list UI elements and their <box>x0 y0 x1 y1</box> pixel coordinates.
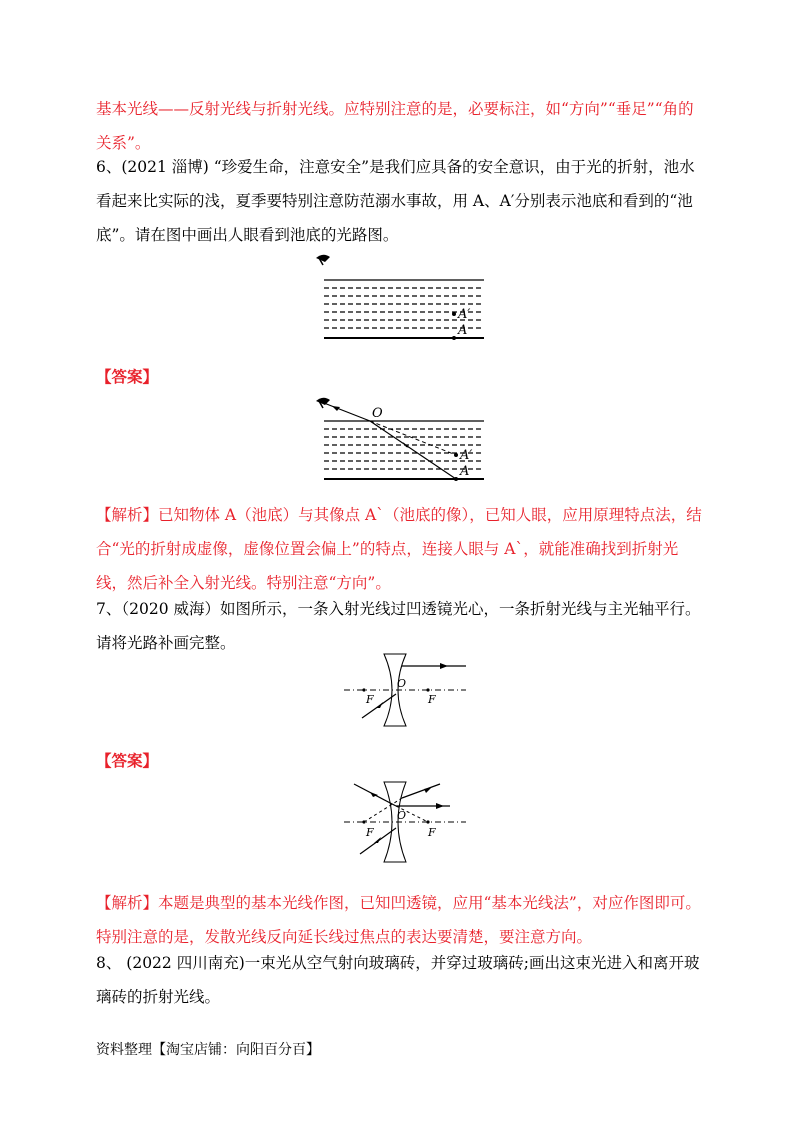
answer-6-label: 【答案】 <box>96 367 159 386</box>
focus-left-point <box>362 688 365 691</box>
label-a: A <box>460 464 470 479</box>
question-8: 8、 (2022 四川南充)一束光从空气射向玻璃砖，并穿过玻璃砖;画出这束光进入和离开玻璃砖的折射光线。 <box>96 954 700 1006</box>
label-a: A <box>458 323 468 338</box>
point-a-prime <box>452 312 456 316</box>
label-a-prime: A′ <box>458 307 471 322</box>
para-basic-rays: 基本光线——反射光线与折射光线。应特别注意的是，必要标注，如“方向”“垂足”“角的关系”。 <box>96 100 694 152</box>
focus-right-point <box>426 688 429 691</box>
label-o: O <box>397 677 407 690</box>
point-a <box>452 336 456 340</box>
analysis-7: 【解析】本题是典型的基本光线作图，已知凹透镜，应用“基本光线法”，对应作图即可。特别注意的是，发散光线反向延长线过焦点的表达要清楚，要注意方向。 <box>96 894 701 946</box>
label-f-right: F <box>428 693 436 706</box>
label-f-right: F <box>428 826 436 839</box>
figure-concave-lens-answer <box>340 778 470 866</box>
ray-arrow <box>440 663 448 669</box>
label-a-prime: A′ <box>460 448 473 463</box>
label-f-left: F <box>366 693 374 706</box>
figure-concave-lens-question <box>340 650 470 730</box>
question-7: 7、（2020 威海）如图所示，一条入射光线过凹透镜光心，一条折射光线与主光轴平行。请将光路补画完整。 <box>96 600 701 652</box>
point-a-prime <box>454 453 458 457</box>
focus-right-point <box>426 820 429 823</box>
point-a <box>454 477 458 481</box>
figure-pool-answer <box>310 395 490 490</box>
label-f-left: F <box>366 826 374 839</box>
eye-icon <box>316 255 330 265</box>
refracted-ray-air <box>324 403 370 421</box>
question-6: 6、(2021 淄博) “珍爱生命，注意安全”是我们应具备的安全意识，由于光的折射，池水看起来比实际的浅，夏季要特别注意防范溺水事故，用 A、A′分别表示池底和看到的“池底”。请在图中画出人眼看到池底的光路图。 <box>96 158 695 244</box>
eye-icon <box>316 398 330 408</box>
diverging-ray <box>402 784 440 798</box>
focus-left-point <box>362 820 365 823</box>
figure-pool-question <box>310 252 490 347</box>
answer-7-label: 【答案】 <box>96 751 159 770</box>
footer-source: 资料整理【淘宝店铺：向阳百分百】 <box>96 1042 320 1058</box>
ray-arrow <box>332 406 340 411</box>
analysis-6: 【解析】已知物体 A（池底）与其像点 A`（池底的像），已知人眼，应用原理特点法，结合“光的折射成虚像，虚像位置会偏上”的特点，连接人眼与 A`，就能准确找到折射光线，然后补全入射光线。特别注意“方向”。 <box>96 506 702 592</box>
label-o: O <box>372 406 383 421</box>
ray-arrow-parallel <box>436 803 444 809</box>
label-o: O <box>397 809 407 822</box>
